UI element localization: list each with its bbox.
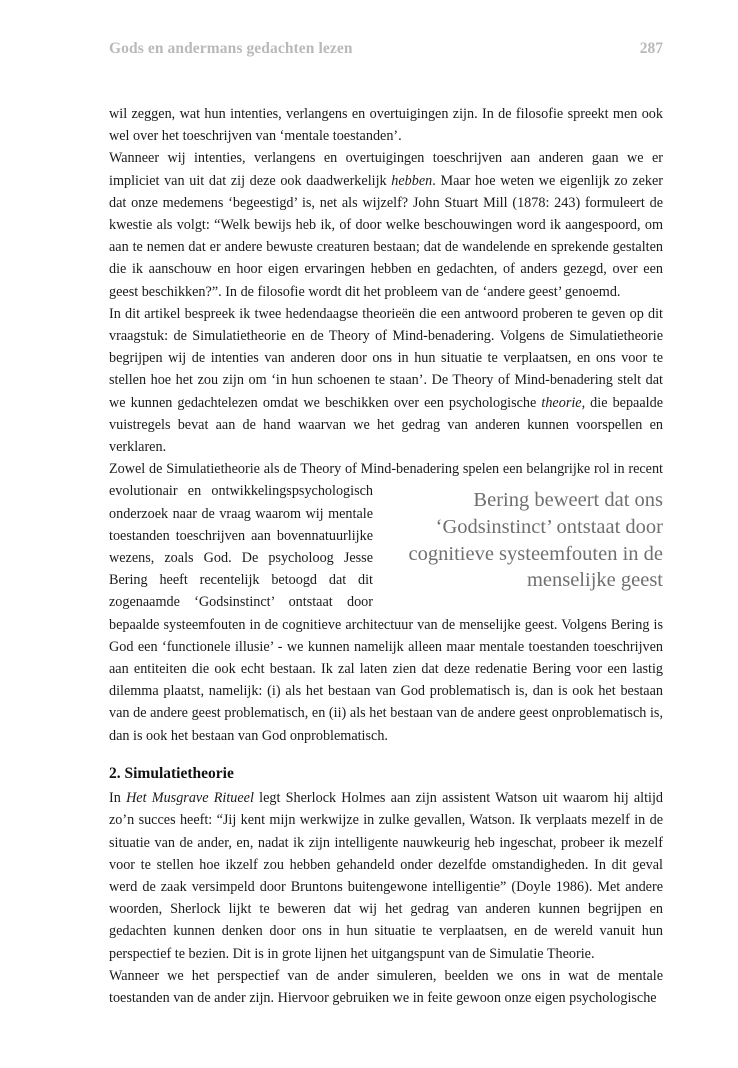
section-intro-after: legt Sherlock Holmes aan zijn assistent Watson uit waarom hij altijd zo’n succes heeft: “Jij kent mijn werkwijze in zulke gevallen, Watson. Ik verplaats mezelf in de situatie van de ander, en, nadat ik zijn intelligente nauwkeurig heb ingeschat, probeer ik mezelf voor te stellen hoe ikzelf zou hebben gehandeld onder dezelfde omstandigheden. In dit geval werd de zaak versimpeld door Bruntons buitengewone intelligentie” (Doyle 1986). Met andere woorden, Sherlock lijkt te beweren dat wij het gedrag van anderen kunnen begrijpen en gedachten kunnen denken door ons in hun situatie te verplaatsen, en de wereld vanuit hun perspectief te bezien. Dit is in grote lijnen het uitgangspunt van de Simulatie Theorie. [109, 790, 664, 962]
paragraph-4-first-line: Zowel de Simulatietheorie als de Theory of Mind-benadering spelen een belangrijke rol in [109, 461, 629, 478]
section-heading: 2. Simulatietheorie [109, 764, 234, 782]
paragraph-2: Wanneer wij intenties, verlangens en overtuigingen toeschrijven aan anderen gaan we er impliciet van uit dat zij deze ook daadwerkelijk hebben. Maar hoe weten we eigenlijk zo zeker dat onze medemens ‘begeestigd’ is, net als wijzelf? John Stuart Mill (1878: 243) formuleert de kwestie als volgt: “Welk bewijs heb ik, of door welke beschouwingen word ik aangespoord, om aan te nemen dat er andere bewuste creaturen bestaan; dat de wandelende en sprekende gestalten die ik aanschouw en hoor eigen ervaringen hebben en gedachten, of anders gezegd, over een geest beschikken?”. In de filosofie wordt dit het probleem van de ‘andere geest’ genoemd. [109, 150, 663, 300]
emphasis: hebben [391, 172, 433, 189]
paragraph-6: Wanneer we het perspectief van de ander simuleren, beelden we ons in wat de mentale toestanden van de ander zijn. Hiervoor gebruiken we in feite gewoon onze eigen psychologische [109, 967, 663, 1006]
running-title: Gods en andermans gedachten lezen [109, 40, 353, 57]
emphasis: theorie, [541, 394, 586, 411]
page-number: 287 [639, 40, 663, 57]
book-title: Het Musgrave Ritueel [126, 790, 254, 807]
paragraph-4 [109, 458, 663, 747]
paragraph-4-text: recent evolutionair en ontwikkelingspsychologisch onderzoek naar de vraag waarom wij mentale toestanden toeschrijven aan bovennatuurlijke wezens, zoals God. De psycholoog Jesse Bering heeft recentelijk betoogd dat dit zogenaamde ‘Godsinstinct’ ontstaat door bepaalde systeemfouten in de cognitieve architectuur van de menselijke geest. Volgens Bering is God een ‘functionele illusie’ - we kunnen namelijk alleen maar mentale toestanden toeschrijven aan entiteiten die ook echt bestaan. Ik zal laten zien dat deze redenatie Bering voor een lastig dilemma plaatst, namelijk: (i) als het bestaan van God problematisch is, dan is ook het bestaan van de andere geest problematisch, en (ii) als het bestaan van de andere geest onproblematisch is, dan is ook het bestaan van God onproblematisch. [109, 461, 663, 744]
section-intro [109, 787, 663, 965]
running-header [109, 40, 663, 64]
pullquote-wrap [109, 458, 663, 747]
section-intro-before: In [109, 790, 121, 807]
paragraph-1: wil zeggen, wat hun intenties, verlangens en overtuigingen zijn. In de filosofie spreekt men ook wel over het toeschrijven van ‘mentale toestanden’. [109, 106, 663, 145]
article-body [109, 103, 663, 1009]
pull-quote: Bering beweert dat ons ‘Godsinstinct’ ontstaat door cognitieve systeemfouten in de menselijke geest [408, 489, 663, 592]
paragraph-3: In dit artikel bespreek ik twee hedendaagse theorieën die een antwoord proberen te geven op dit vraagstuk: de Simulatietheorie en de Theory of Mind-benadering. Volgens de Simulatietheorie begrijpen wij de intenties van anderen door ons in hun situatie te verplaatsen, en ons voor te stellen hoe het zou zijn om ‘in hun schoenen te staan’. De Theory of Mind-benadering stelt dat we kunnen gedachtelezen omdat we beschikken over een psychologische theorie, die bepaalde vuistregels bevat aan de hand waarvan we het gedrag van anderen kunnen voorspellen en verklaren. [109, 305, 663, 456]
